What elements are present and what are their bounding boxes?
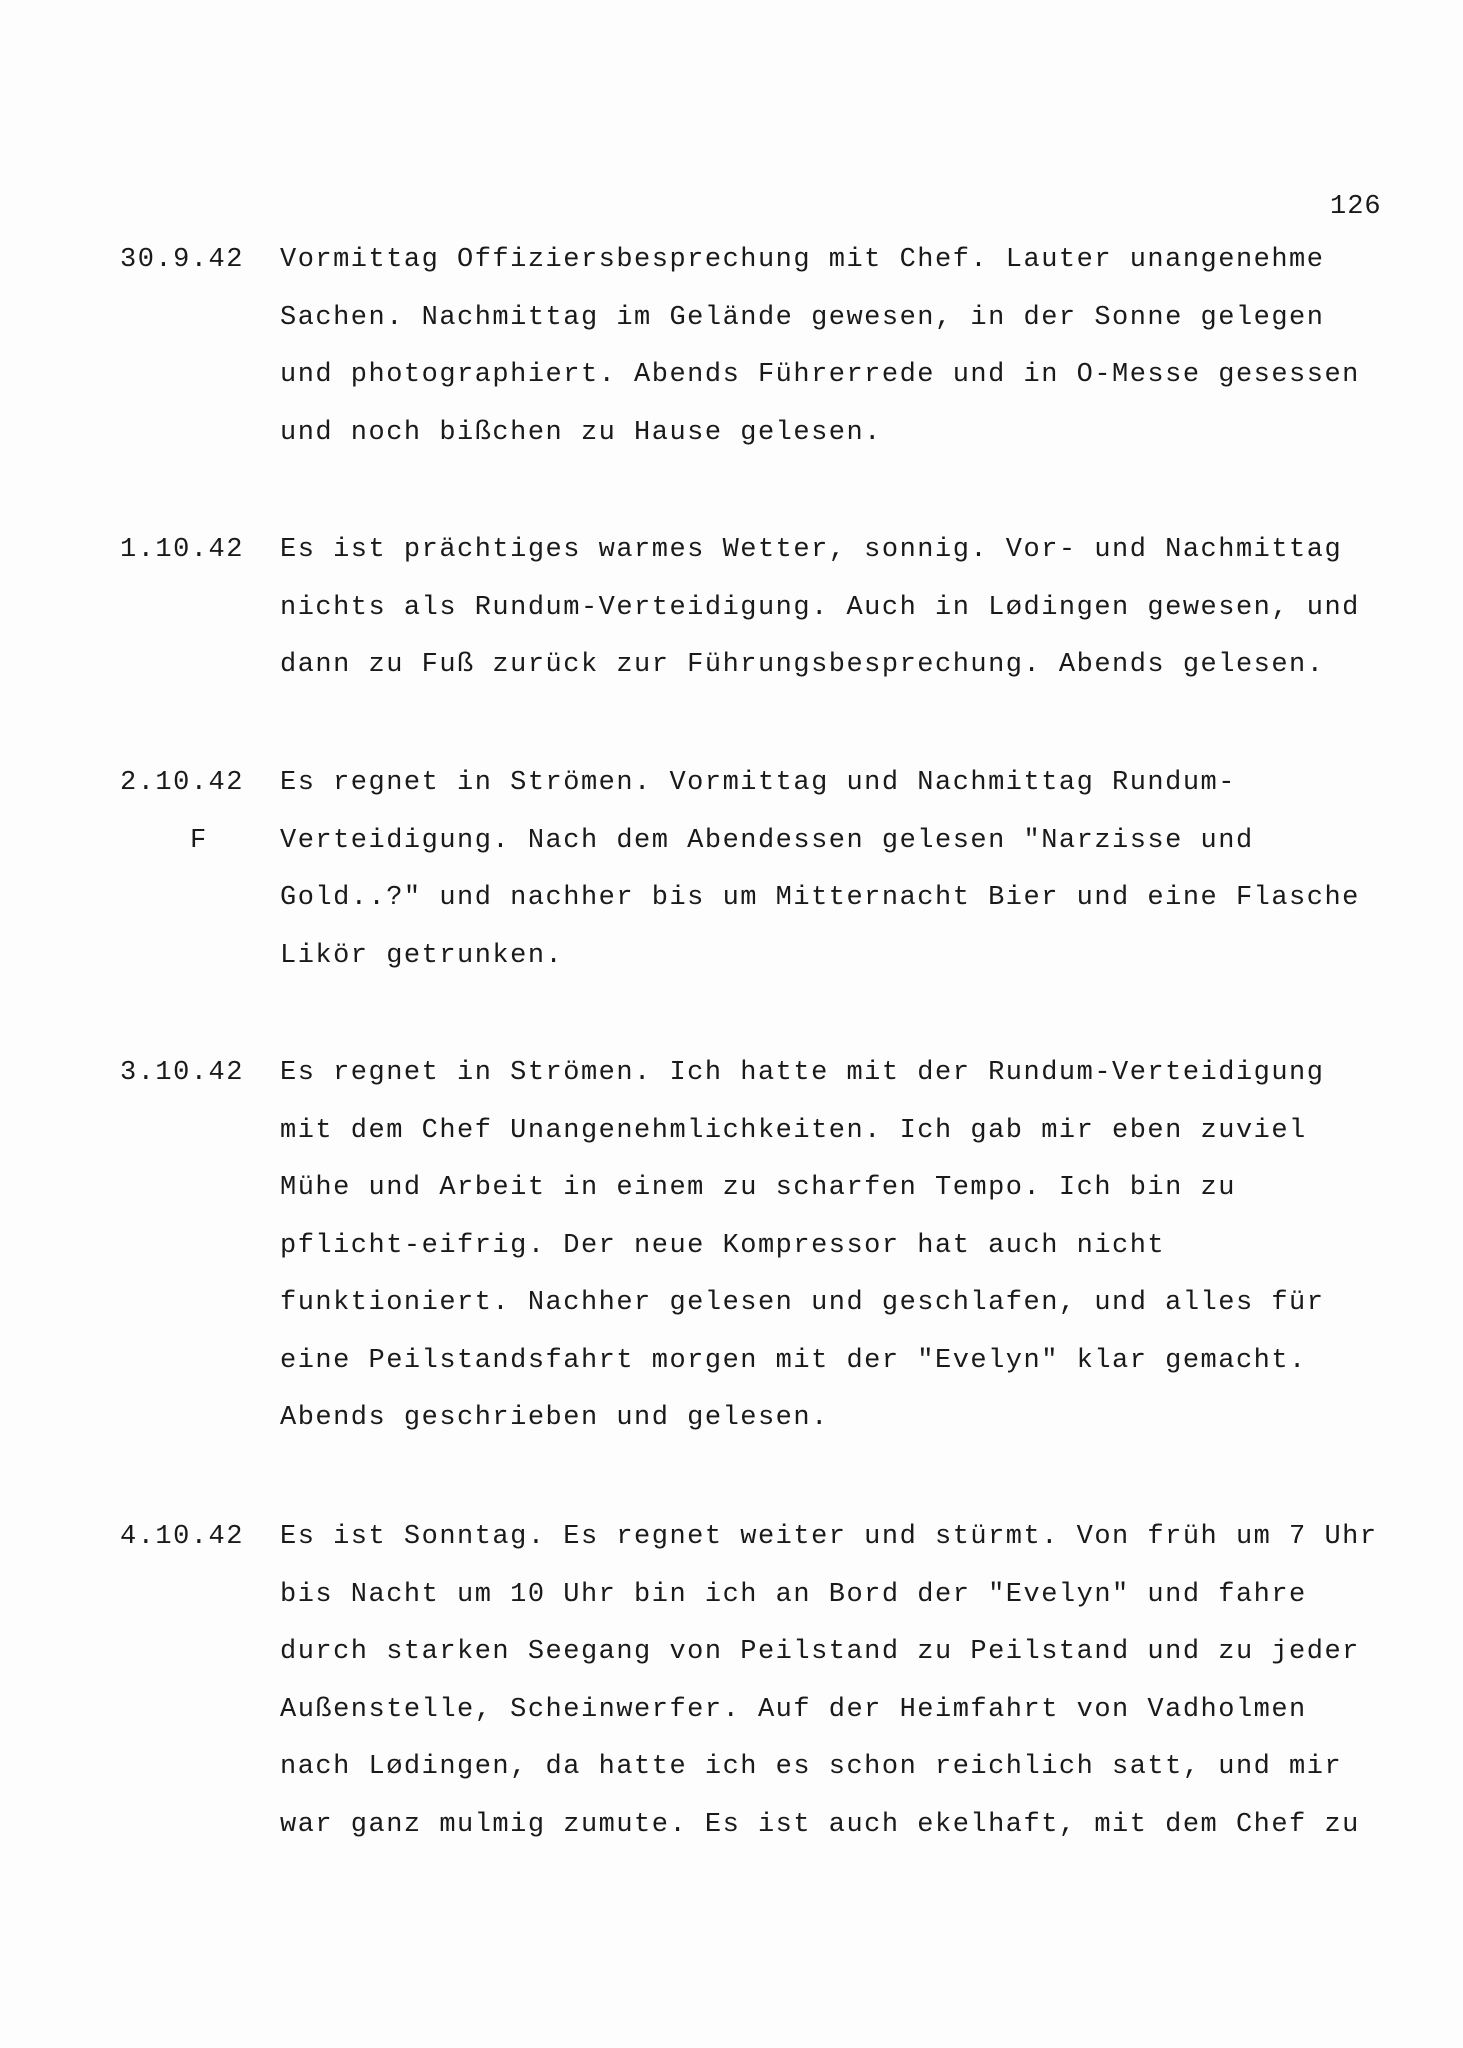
entry-date: 4.10.42 (120, 1522, 244, 1552)
entry-line: Likör getrunken. (280, 940, 564, 971)
entry-line: Verteidigung. Nach dem Abendessen gelesen "Narzisse und (280, 825, 1254, 856)
entry-line: Gold..?" und nachher bis um Mitternacht Bier und eine Flasche (280, 883, 1360, 913)
entry-text (280, 1045, 1390, 1448)
entry-line: durch starken Seegang von Peilstand zu Peilstand und zu jeder (280, 1637, 1360, 1667)
entry-line: pflicht-eifrig. Der neue Kompressor hat auch nicht (280, 1230, 1166, 1261)
entry-line: bis Nacht um 10 Uhr bin ich an Bord der "Evelyn" und fahre (280, 1579, 1307, 1610)
entry-line: Es ist Sonntag. Es regnet weiter und stürmt. Von früh um 7 Uhr (280, 1522, 1378, 1552)
entry-line: Außenstelle, Scheinwerfer. Auf der Heimfahrt von Vadholmen (280, 1694, 1307, 1725)
entry-line: und photographiert. Abends Führerrede und in O-Messe gesessen (280, 360, 1360, 390)
entry-line: Vormittag Offiziersbesprechung mit Chef. Lauter unangenehme (280, 245, 1325, 275)
entry-line: nach Lødingen, da hatte ich es schon reichlich satt, und mir (280, 1752, 1343, 1782)
entry-date: 3.10.42 (120, 1058, 244, 1088)
entry-line: mit dem Chef Unangenehmlichkeiten. Ich gab mir eben zuviel (280, 1115, 1307, 1146)
entry-line: und noch bißchen zu Hause gelesen. (280, 417, 882, 448)
entry-text (280, 232, 1390, 462)
entry-line: dann zu Fuß zurück zur Führungsbesprechung. Abends gelesen. (280, 650, 1325, 680)
entry-line: funktioniert. Nachher gelesen und geschlafen, und alles für (280, 1288, 1325, 1318)
entry-text (280, 522, 1390, 695)
entry-text (280, 755, 1390, 985)
entry-line: Mühe und Arbeit in einem zu scharfen Tempo. Ich bin zu (280, 1173, 1236, 1203)
entry-date: 2.10.42 (120, 768, 244, 798)
entry-line: nichts als Rundum-Verteidigung. Auch in Lødingen gewesen, und (280, 592, 1360, 623)
entry-line: Es ist prächtiges warmes Wetter, sonnig. Vor- und Nachmittag (280, 535, 1343, 565)
page-number: 126 (1330, 192, 1382, 222)
entry-date: 1.10.42 (120, 535, 244, 565)
entry-marker: F (190, 825, 207, 856)
entry-line: Es regnet in Strömen. Vormittag und Nachmittag Rundum- (280, 768, 1236, 798)
entry-line: Abends geschrieben und gelesen. (280, 1403, 829, 1433)
entry-line: Es regnet in Strömen. Ich hatte mit der Rundum-Verteidigung (280, 1058, 1325, 1088)
entry-line: war ganz mulmig zumute. Es ist auch ekelhaft, mit dem Chef zu (280, 1809, 1360, 1840)
entry-line: Sachen. Nachmittag im Gelände gewesen, in der Sonne gelegen (280, 302, 1325, 333)
entry-line: eine Peilstandsfahrt morgen mit der "Evelyn" klar gemacht. (280, 1345, 1307, 1376)
entry-text (280, 1509, 1390, 1854)
entry-date: 30.9.42 (120, 245, 244, 275)
